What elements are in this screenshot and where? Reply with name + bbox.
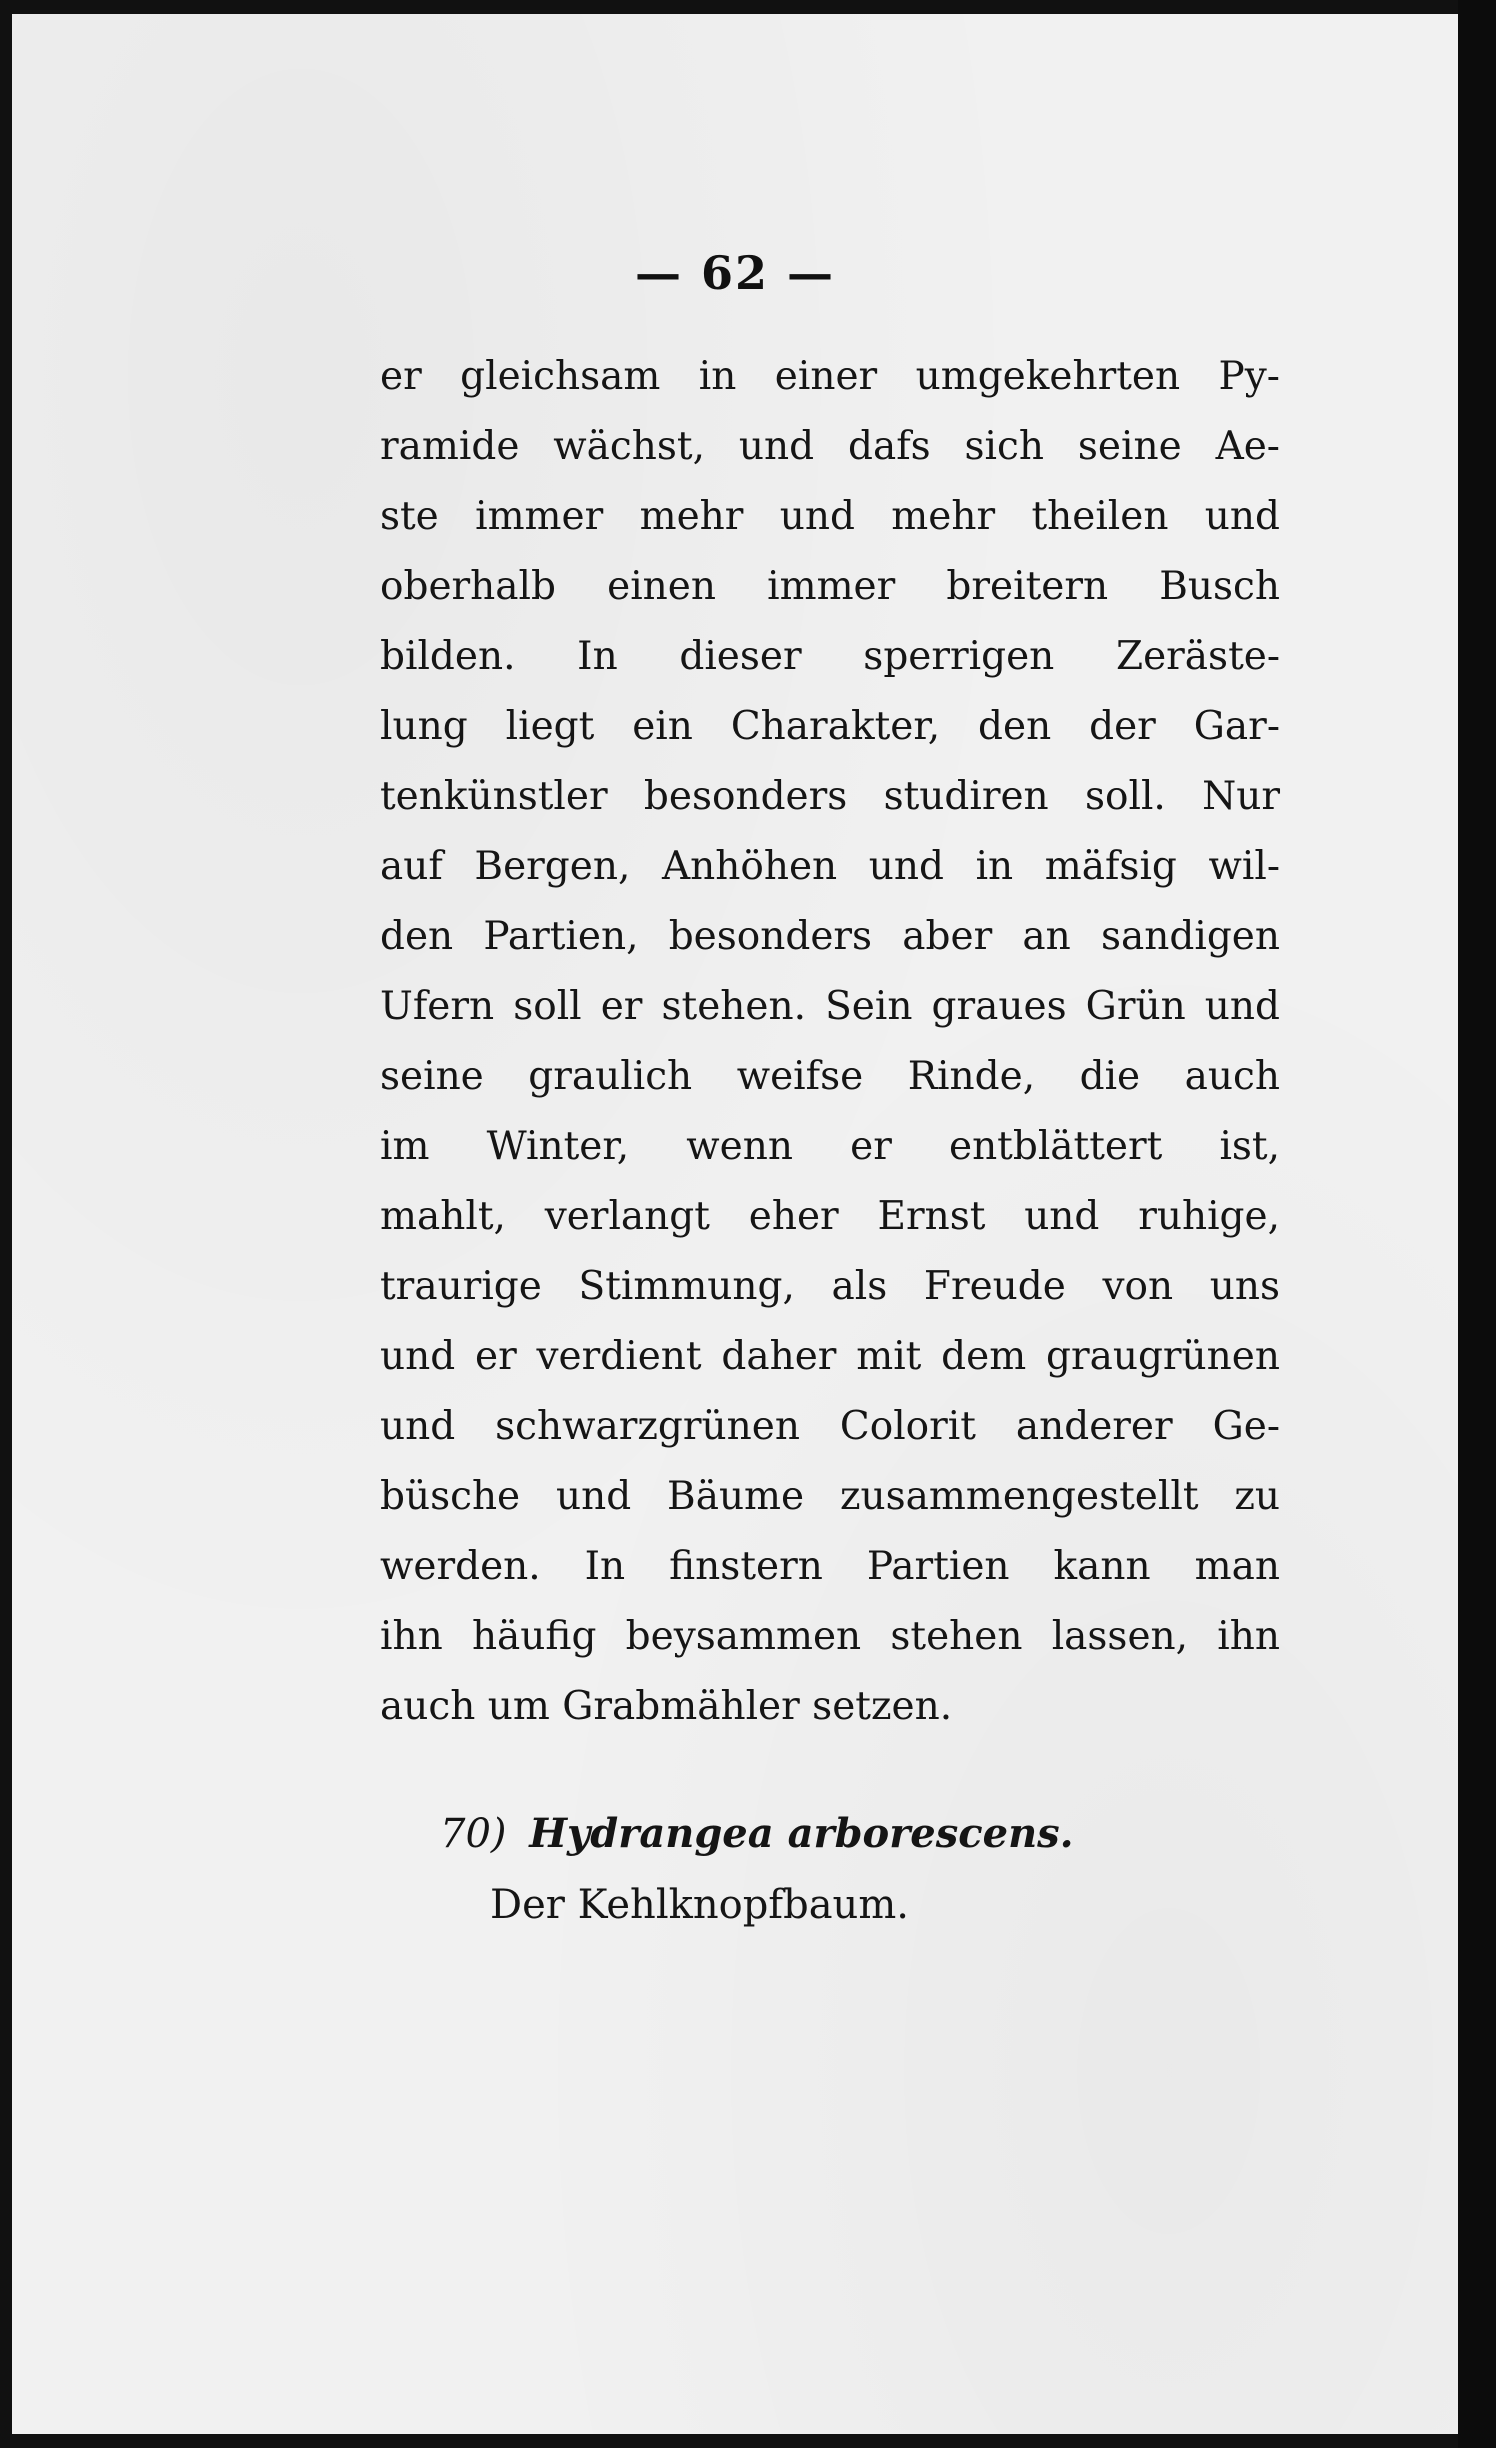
- text-line: er gleichsam in einer umgekehrten Py-: [380, 354, 1280, 399]
- body-paragraph: [380, 342, 1280, 1742]
- text-line: büsche und Bäume zusammengestellt zu: [380, 1474, 1280, 1519]
- text-line: oberhalb einen immer breitern Busch: [380, 564, 1280, 609]
- text-line: mahlt, verlangt eher Ernst und ruhige,: [380, 1194, 1280, 1239]
- text-line: im Winter, wenn er entblättert ist,: [380, 1124, 1280, 1169]
- page-number-header: — 62 —: [634, 246, 836, 300]
- text-line: auf Bergen, Anhöhen und in mäfsig wil-: [380, 844, 1280, 889]
- text-line: ramide wächst, und dafs sich seine Ae-: [380, 424, 1280, 469]
- text-line: den Partien, besonders aber an sandigen: [380, 914, 1280, 959]
- text-line: werden. In finstern Partien kann man: [380, 1544, 1280, 1589]
- entry-heading: [440, 1810, 1074, 1857]
- text-line-last: auch um Grabmähler setzen.: [380, 1684, 953, 1729]
- scan-dark-edge: [1458, 0, 1496, 2448]
- text-line: und schwarzgrünen Colorit anderer Ge-: [380, 1404, 1280, 1449]
- text-line: seine graulich weifse Rinde, die auch: [380, 1054, 1280, 1099]
- entry-number: 70): [440, 1811, 507, 1857]
- entry-german-name: Der Kehlknopfbaum.: [490, 1882, 909, 1928]
- text-line: traurige Stimmung, als Freude von uns: [380, 1264, 1280, 1309]
- text-line: tenkünstler besonders studiren soll. Nur: [380, 774, 1280, 819]
- text-line: Ufern soll er stehen. Sein graues Grün und: [380, 984, 1280, 1029]
- text-line: ihn häufig beysammen stehen lassen, ihn: [380, 1614, 1280, 1659]
- text-line: bilden. In dieser sperrigen Zeräste-: [380, 634, 1280, 679]
- text-line: lung liegt ein Charakter, den der Gar-: [380, 704, 1280, 749]
- entry-latin-name: Hydrangea arborescens.: [529, 1810, 1074, 1857]
- text-line: ste immer mehr und mehr theilen und: [380, 494, 1280, 539]
- text-line: und er verdient daher mit dem graugrünen: [380, 1334, 1280, 1379]
- book-page: [12, 14, 1458, 2434]
